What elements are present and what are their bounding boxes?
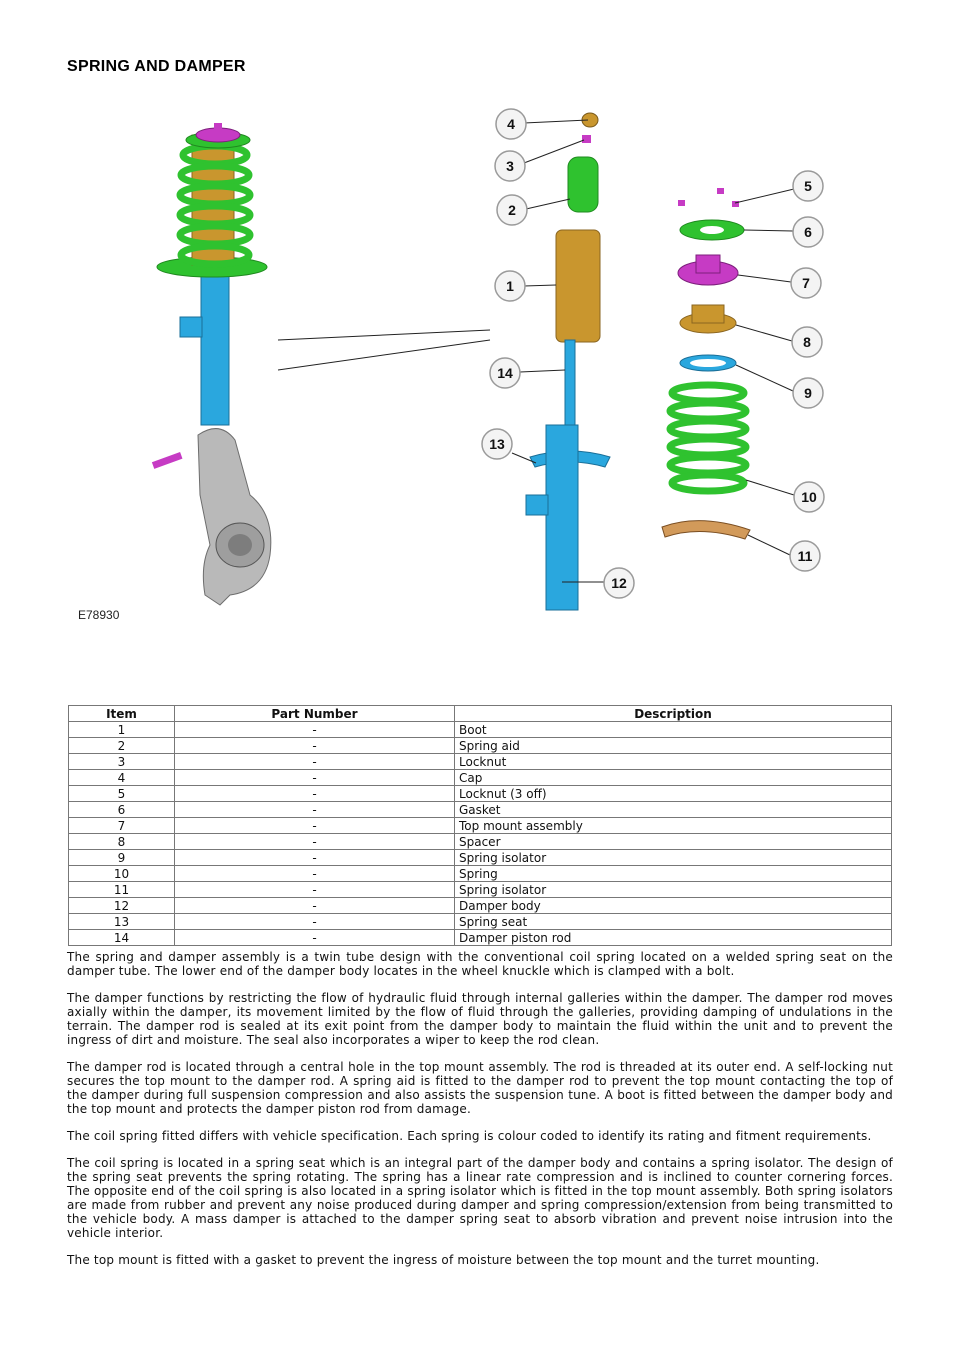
callout-10 [794,482,824,512]
table-row [69,802,892,818]
part-cell: - [175,882,455,898]
svg-text:4: 4 [507,116,515,132]
callout-12 [604,568,634,598]
part-cell: - [175,754,455,770]
svg-text:1: 1 [506,278,514,294]
desc-cell: Damper body [455,898,892,914]
item-cell: 2 [69,738,175,754]
svg-text:3: 3 [506,158,514,174]
part-cell: - [175,930,455,946]
part-cell: - [175,898,455,914]
description-text [67,950,893,1280]
header-part-number: Part Number [175,706,455,722]
part-cell: - [175,866,455,882]
table-row [69,866,892,882]
paragraph: The damper rod is located through a central hole in the top mount assembly. The rod is threaded at its outer end. A self-locking nut secures the top mount to the damper rod. A spring aid is fitted to the damper rod to prevent the top mount contacting the top of the damper during full suspension compression and also assists the suspension tune. A boot is fitted between the damper body and the top mount and protects the damper piston rod from damage. [67,1060,893,1116]
svg-text:12: 12 [611,575,627,591]
item-cell: 8 [69,834,175,850]
table-row [69,722,892,738]
callout-7 [791,268,821,298]
table-row [69,754,892,770]
svg-text:11: 11 [797,548,813,564]
item-cell: 3 [69,754,175,770]
assembled-strut [157,123,267,425]
desc-cell: Spring isolator [455,882,892,898]
table-header-row [69,706,892,722]
figure-id: E78930 [78,608,120,622]
svg-text:6: 6 [804,224,812,240]
callout-1 [495,271,525,301]
callout-9 [793,378,823,408]
paragraph: The spring and damper assembly is a twin tube design with the conventional coil spring located on a welded spring seat on the damper tube. The lower end of the damper body locates in the wheel knuckle which is clamped with a bolt. [67,950,893,978]
callout-3 [495,151,525,181]
page-title: SPRING AND DAMPER [67,58,246,75]
paragraph: The damper functions by restricting the flow of hydraulic fluid through internal galleries within the damper. The damper rod moves axially within the damper, its movement limited by the flow of fluid through the galleries, providing damping of undulations in the terrain. The damper rod is sealed at its exit point from the damper body to maintain the fluid within the unit and to prevent the ingress of dirt and moisture. The seal also incorporates a wiper to keep the rod clean. [67,991,893,1047]
svg-text:8: 8 [803,334,811,350]
item-cell: 4 [69,770,175,786]
table-row [69,850,892,866]
part-cell: - [175,850,455,866]
desc-cell: Gasket [455,802,892,818]
item-cell: 14 [69,930,175,946]
desc-cell: Cap [455,770,892,786]
desc-cell: Spacer [455,834,892,850]
table-row [69,818,892,834]
desc-cell: Spring isolator [455,850,892,866]
item-cell: 12 [69,898,175,914]
exploded-right-column [662,188,750,539]
callout-5 [793,171,823,201]
desc-cell: Damper piston rod [455,930,892,946]
part-cell: - [175,818,455,834]
svg-text:2: 2 [508,202,516,218]
item-cell: 6 [69,802,175,818]
svg-text:13: 13 [489,436,505,452]
paragraph: The top mount is fitted with a gasket to prevent the ingress of moisture between the top mount and the turret mounting. [67,1253,820,1267]
item-cell: 7 [69,818,175,834]
desc-cell: Locknut (3 off) [455,786,892,802]
table-row [69,898,892,914]
callout-6 [793,217,823,247]
item-cell: 13 [69,914,175,930]
table-row [69,770,892,786]
table-row [69,914,892,930]
header-description: Description [455,706,892,722]
callout-14 [490,358,520,388]
desc-cell: Top mount assembly [455,818,892,834]
paragraph: The coil spring fitted differs with vehicle specification. Each spring is colour coded to identify its rating and fitment requirements. [67,1129,872,1143]
table-row [69,930,892,946]
svg-text:7: 7 [802,275,810,291]
table-row [69,786,892,802]
item-cell: 9 [69,850,175,866]
item-cell: 11 [69,882,175,898]
part-cell: - [175,770,455,786]
table-row [69,738,892,754]
callout-11 [790,541,820,571]
callout-13 [482,429,512,459]
svg-text:10: 10 [801,489,817,505]
item-cell: 10 [69,866,175,882]
part-cell: - [175,722,455,738]
part-cell: - [175,738,455,754]
exploded-center-column [526,113,610,610]
part-cell: - [175,834,455,850]
desc-cell: Locknut [455,754,892,770]
part-cell: - [175,786,455,802]
table-row [69,882,892,898]
item-cell: 5 [69,786,175,802]
paragraph: The coil spring is located in a spring seat which is an integral part of the damper body and contains a spring isolator. The design of the spring seat prevents the spring rotating. The spring has a linear rate compression and is inclined to counter cornering forces. The opposite end of the coil spring is also located in a spring isolator which is fitted in the top mount assembly. Both spring isolators are made from rubber and prevent any noise produced during damper and spring compression/extension from being transmitted to the vehicle body. A mass damper is attached to the damper spring seat to absorb vibration and prevent noise intrusion into the vehicle interior. [67,1156,893,1240]
header-item: Item [69,706,175,722]
wheel-knuckle [152,429,271,605]
callout-8 [792,327,822,357]
table-row [69,834,892,850]
exploded-view-illustration [60,95,900,635]
svg-text:9: 9 [804,385,812,401]
part-cell: - [175,914,455,930]
desc-cell: Boot [455,722,892,738]
callout-4 [496,109,526,139]
desc-cell: Spring aid [455,738,892,754]
desc-cell: Spring [455,866,892,882]
svg-text:5: 5 [804,178,812,194]
part-cell: - [175,802,455,818]
item-cell: 1 [69,722,175,738]
svg-text:14: 14 [497,365,513,381]
desc-cell: Spring seat [455,914,892,930]
parts-table [68,705,892,946]
callout-2 [497,195,527,225]
